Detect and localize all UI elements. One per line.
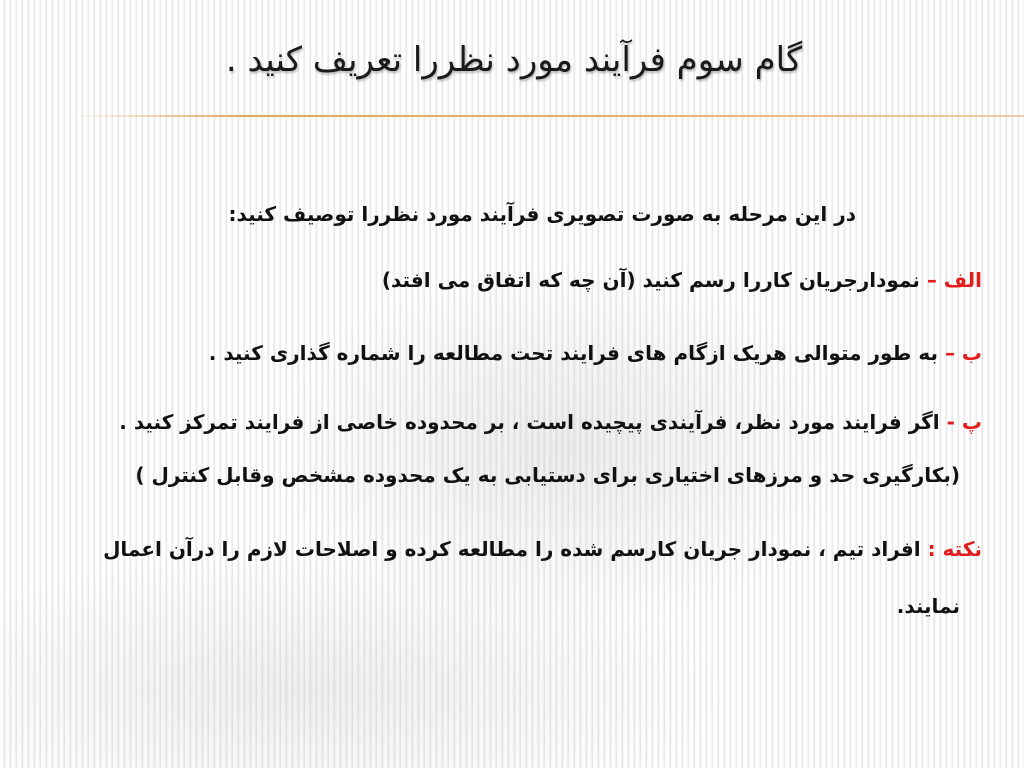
item-c-continuation: (بکارگیری حد و مرزهای اختیاری برای دستیابی به یک محدوده مشخص وقابل کنترل ) [135,463,960,487]
note-continuation: نمایند. [896,594,960,618]
item-a [382,268,982,292]
item-b-text: به طور متوالی هریک ازگام های فرایند تحت مطالعه را شماره گذاری کنید . [208,341,945,365]
item-b [209,341,982,365]
note-label: نکته : [927,537,982,561]
intro-paragraph: در این مرحله به صورت تصویری فرآیند مورد نظررا توصیف کنید: [228,202,856,226]
note-text: افراد تیم ، نمودار جریان کارسم شده را مطالعه کرده و اصلاحات لازم را درآن اعمال [103,537,928,561]
note [103,537,982,561]
item-a-label: الف – [926,268,982,292]
item-a-text: نمودارجریان کاررا رسم کنید (آن چه که اتفاق می افتد) [381,268,927,292]
title-divider [70,115,1024,117]
item-b-label: ب – [944,341,982,365]
slide-title: گام سوم فرآیند مورد نظررا تعریف کنید . [225,40,803,80]
item-c-text: اگر فرایند مورد نظر، فرآیندی پیچیده است ، بر محدوده خاصی از فرایند تمرکز کنید . [119,410,947,434]
item-c [119,410,982,434]
item-c-label: پ - [946,410,982,434]
